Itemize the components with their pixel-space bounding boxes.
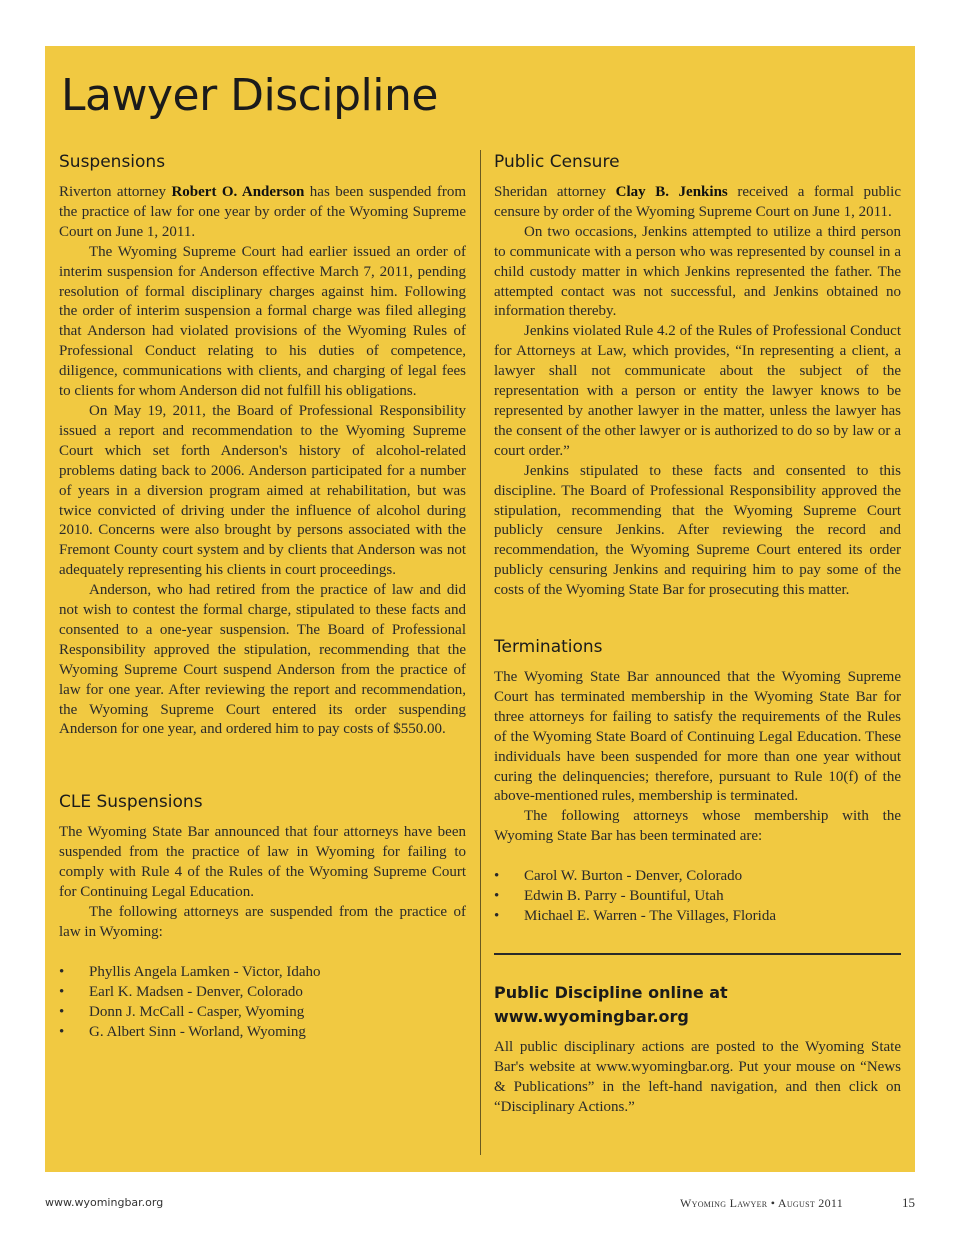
censure-paragraph-3: Jenkins violated Rule 4.2 of the Rules of Professional Conduct for Attorneys at Law, which provides, “In representing a client, a lawyer shall not communicate about the subject of the representation with a person or entity the lawyer knows to be represented by another lawyer in the matter, unless the lawyer has the consent of the other lawyer or is authorized to do so by law or a court order.” xyxy=(494,323,901,459)
list-item: • Phyllis Angela Lamken - Victor, Idaho xyxy=(59,963,466,983)
list-item: • Michael E. Warren - The Villages, Florida xyxy=(494,907,901,927)
online-heading: Public Discipline online at www.wyomingbar.org xyxy=(494,982,728,1026)
page-title: Lawyer Discipline xyxy=(61,70,438,121)
terminated-attorney-list xyxy=(494,867,901,927)
list-item: • Earl K. Madsen - Denver, Colorado xyxy=(59,983,466,1003)
cle-section xyxy=(59,790,466,1042)
terminations-paragraph-1: The Wyoming State Bar announced that the Wyoming Supreme Court has terminated membership in the Wyoming State Bar for three attorneys for failing to satisfy the requirements of the Rules of the Wyoming State Board of Continuing Legal Education. These individuals have been suspended for more than one year without curing the delinquencies; therefore, pursuant to Rule 10(f) of the above-mentioned rules, membership is terminated. xyxy=(494,669,901,805)
cle-paragraph-2: The following attorneys are suspended from the practice of law in Wyoming: xyxy=(59,904,466,940)
terminations-section xyxy=(494,635,901,927)
online-paragraph: All public disciplinary actions are posted to the Wyoming State Bar's website at www.wyomingbar.org. Put your mouse on “News & Publications” in the left-hand navigation, and then click on “Disciplinary Actions.” xyxy=(494,1038,901,1115)
suspensions-heading: Suspensions xyxy=(59,152,166,172)
suspensions-paragraph-2: The Wyoming Supreme Court had earlier issued an order of interim suspension for Anderson effective March 7, 2011, pending resolution of formal disciplinary charges against him. Following the order of interim suspension a formal charge was filed alleging that Anderson had violated provisions of the Wyoming Rules of Professional Conduct relating to his duties of competence, diligence, communications with clients, and charging of legal fees to clients for whom Anderson did not fulfill his obligations. xyxy=(59,243,466,400)
suspensions-paragraph-4: Anderson, who had retired from the practice of law and did not wish to contest the formal charge, stipulated to these facts and consented to a one-year suspension. The Board of Professional Responsibility approved the stipulation, recommending that the Wyoming Supreme Court suspend Anderson from the practice of law for one year. After reviewing the report and recommendation, the Wyoming Supreme Court entered its order suspending Anderson for one year, and ordered him to pay costs of $550.00. xyxy=(59,582,466,738)
column-divider xyxy=(480,150,481,1155)
terminations-paragraph-2: The following attorneys whose membership with the Wyoming State Bar has been terminated are: xyxy=(494,808,901,845)
list-item: • G. Albert Sinn - Worland, Wyoming xyxy=(59,1023,466,1043)
list-item: • Carol W. Burton - Denver, Colorado xyxy=(494,867,901,887)
cle-attorney-list xyxy=(59,963,466,1043)
right-column xyxy=(494,150,901,1118)
suspensions-p1-post: has been suspended from the practice of law for one year by order of the Wyoming Supreme Court on June 1, 2011. xyxy=(59,184,466,240)
list-item: • Edwin B. Parry - Bountiful, Utah xyxy=(494,887,901,907)
suspensions-paragraph-1 xyxy=(59,183,466,243)
list-item: • Donn J. McCall - Casper, Wyoming xyxy=(59,1003,466,1023)
censure-paragraph-2: On two occasions, Jenkins attempted to utilize a third person to communicate with a person who was represented by counsel in a child custody matter in which Jenkins represented the father. The attempted contact was not successful, and Jenkins obtained no information thereby. xyxy=(494,223,901,320)
footer-publication: Wyoming Lawyer • August 2011 xyxy=(680,1196,844,1210)
section-divider xyxy=(494,953,901,955)
censure-heading: Public Censure xyxy=(494,152,620,172)
censure-paragraph-4: Jenkins stipulated to these facts and consented to this discipline. The Board of Professional Responsibility approved the stipulation, recommending that the Wyoming Supreme Court publicly censure Jenkins. After reviewing the record and recommendation, the Wyoming Supreme Court entered its order publicly censuring Jenkins and requiring him to pay some of the costs of the Wyoming State Bar for prosecuting this matter. xyxy=(494,462,901,599)
censure-p1-pre: Sheridan attorney xyxy=(494,184,616,200)
censure-paragraph-1 xyxy=(494,183,901,223)
page-number: 15 xyxy=(902,1195,915,1210)
suspended-attorney-name: Robert O. Anderson xyxy=(171,184,305,200)
cle-heading: CLE Suspensions xyxy=(59,792,203,813)
censured-attorney-name: Clay B. Jenkins xyxy=(615,184,728,200)
footer-website: www.wyomingbar.org xyxy=(45,1196,164,1209)
cle-paragraph-1: The Wyoming State Bar announced that four attorneys have been suspended from the practice of law in Wyoming for failing to comply with Rule 4 of the Rules of the Wyoming Supreme Court for Continuing Legal Education. xyxy=(59,824,466,901)
suspensions-paragraph-3: On May 19, 2011, the Board of Professional Responsibility issued a report and recommendation to the Wyoming Supreme Court which set forth Anderson's history of alcohol-related problems dating back to 2006. Anderson participated for a number of years in a diversion program aimed at rehabilitation, but was twice convicted of driving under the influence of alcohol during 2010. Concerns were also brought by persons associated with the Fremont County court system and by clients that Anderson was not adequately representing his clients in court proceedings. xyxy=(59,402,466,579)
suspensions-p1-pre: Riverton attorney xyxy=(59,184,172,200)
censure-p1-post: received a formal public censure by order of the Wyoming Supreme Court on June 1, 2011. xyxy=(494,184,901,220)
terminations-heading: Terminations xyxy=(494,637,603,658)
left-column xyxy=(59,150,466,1042)
